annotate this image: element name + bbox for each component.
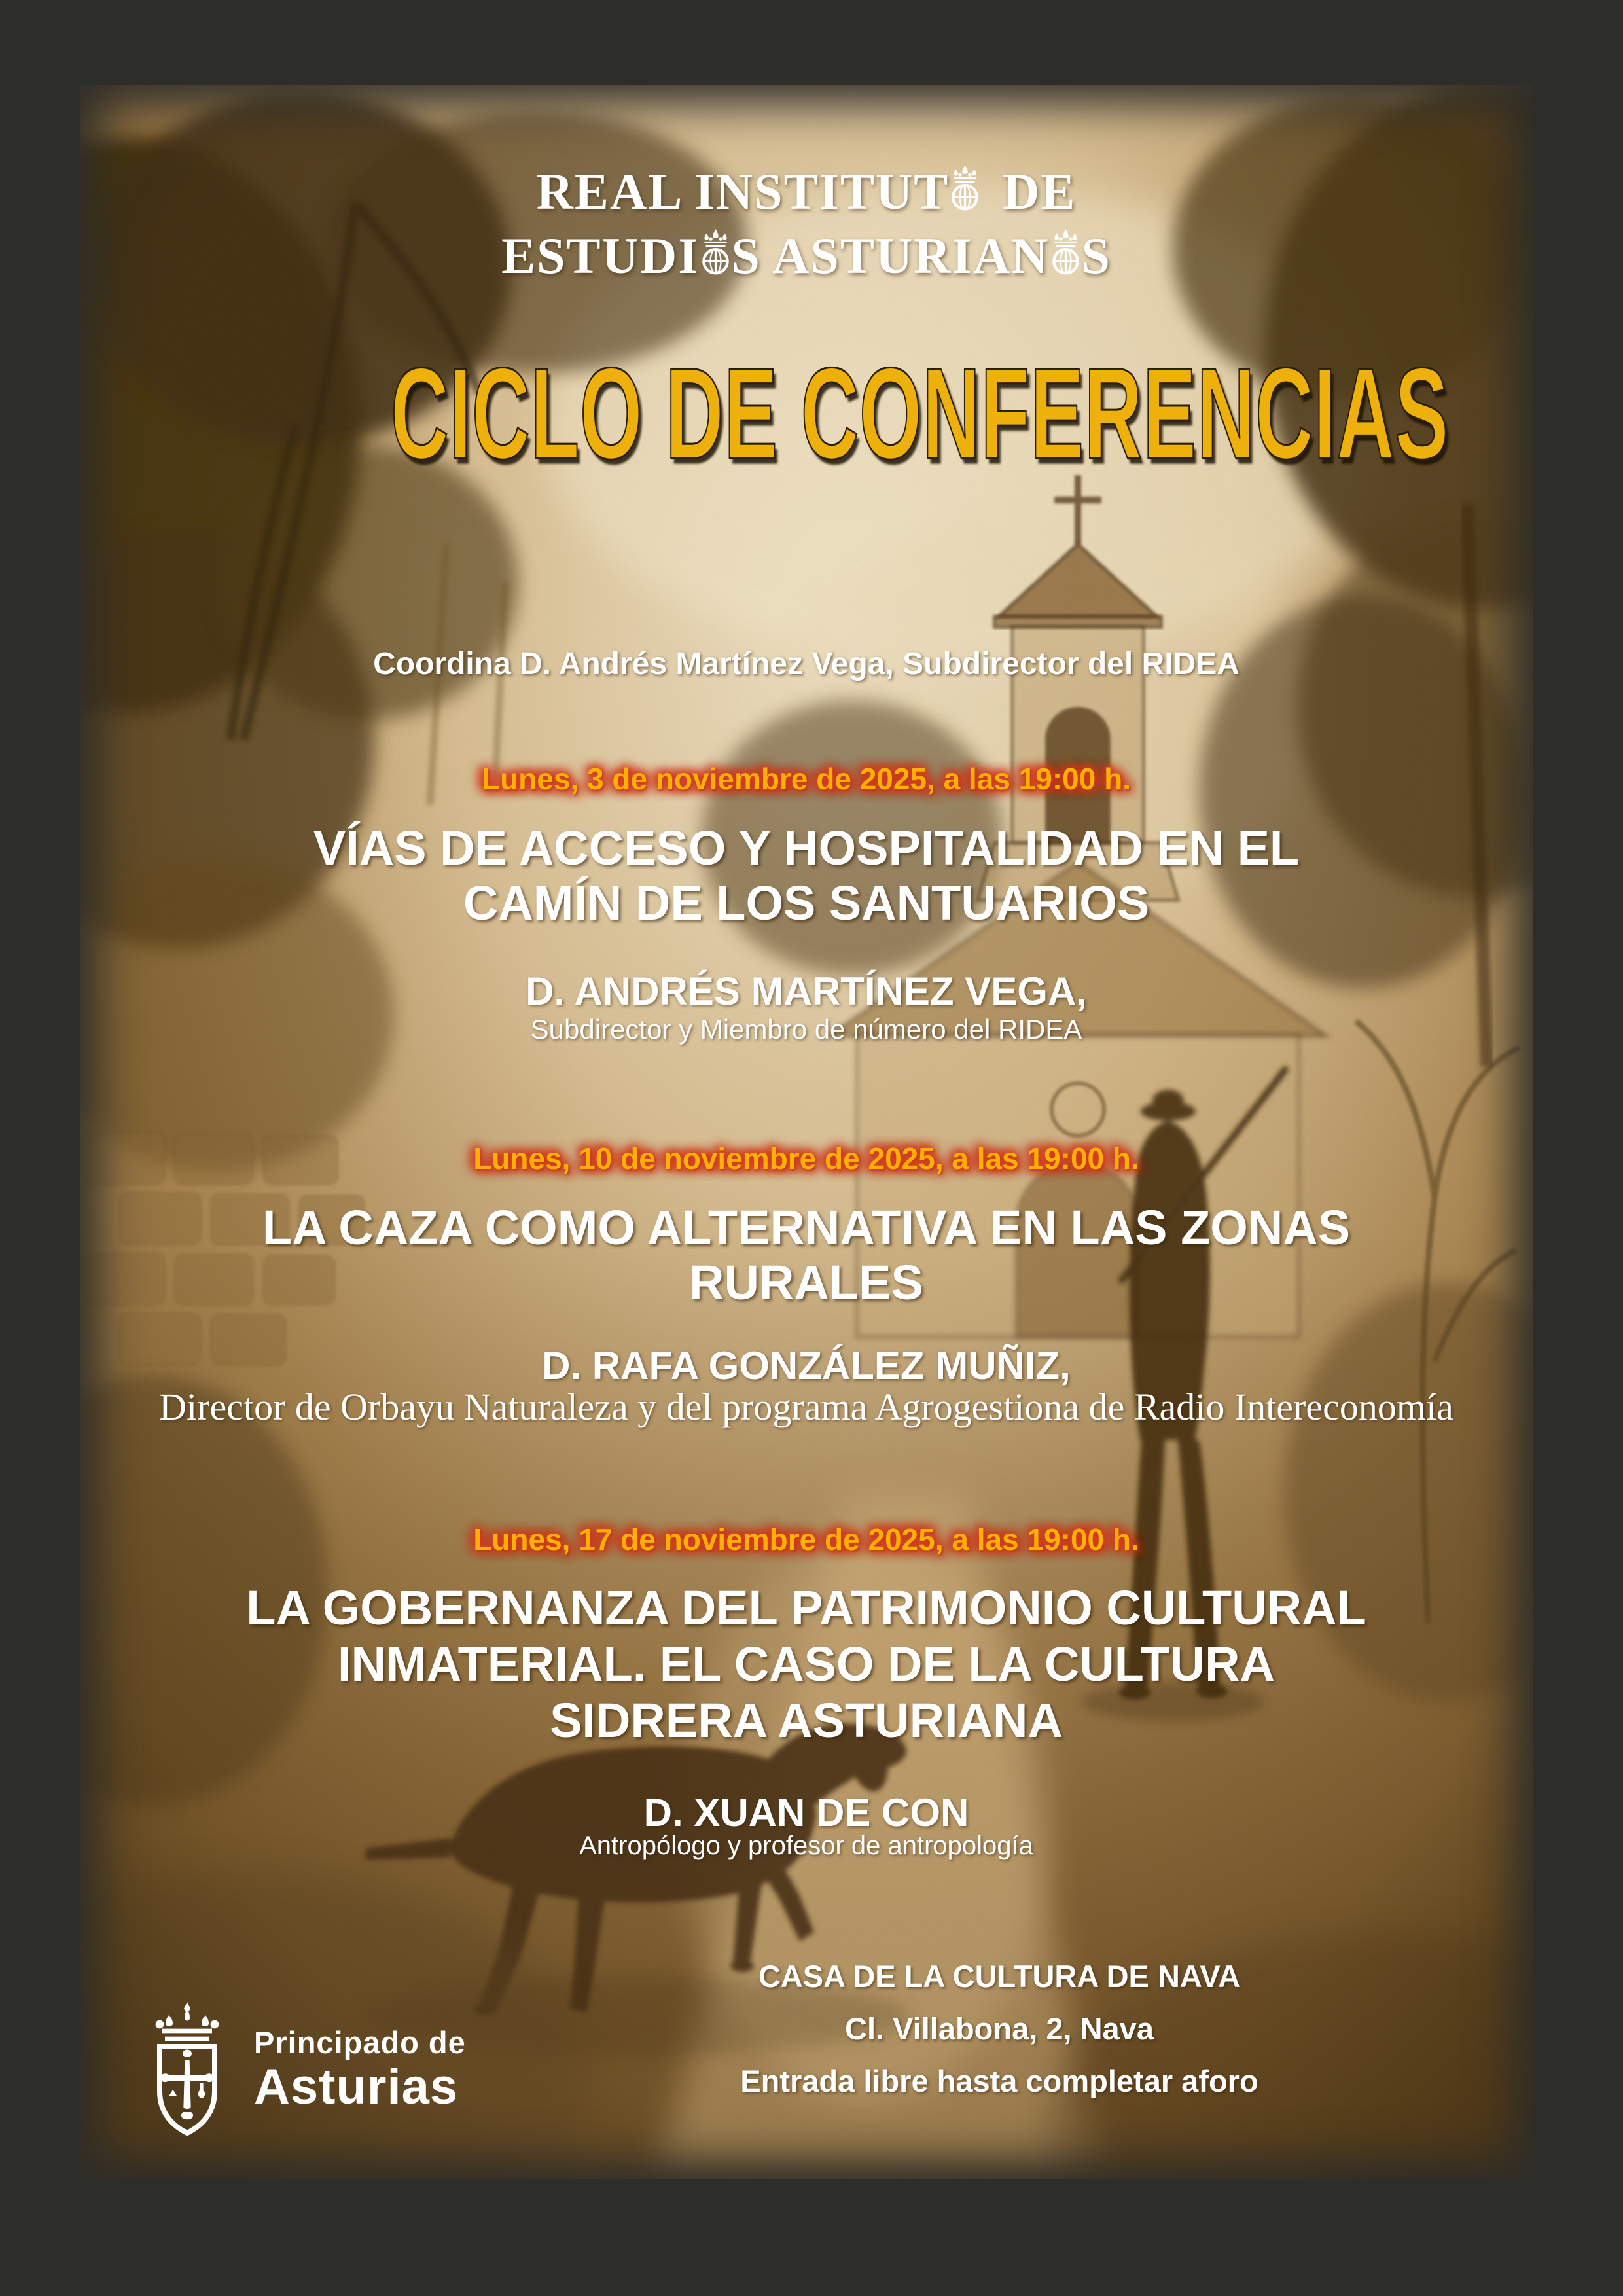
event-1-title (80, 821, 1533, 931)
asturias-coat-of-arms-icon (145, 2000, 229, 2138)
venue-block (455, 1950, 1533, 2108)
series-title-text: CICLO DE CONFERENCIAS (390, 340, 1450, 487)
event-3-date (80, 1520, 1533, 1559)
logo-line-asturias: Asturias (254, 2059, 459, 2115)
logo-line-principado: Principado de (254, 2025, 466, 2060)
poster (80, 85, 1533, 2179)
event-2-speaker-role: Director de Orbayu Naturaleza y del programa Agrogestiona de Radio Intereconomía (159, 1386, 1454, 1428)
organization-title-line2 (80, 224, 1533, 288)
event-3-speaker-role: Antropólogo y profesor de antropología (579, 1831, 1033, 1860)
organization-title (80, 160, 1533, 288)
event-3-title (80, 1580, 1533, 1749)
crowned-o-icon (1050, 228, 1081, 281)
event-3-title-line: SIDRERA ASTURIANA (550, 1693, 1063, 1748)
event-1-title-line: CAMÍN DE LOS SANTUARIOS (463, 876, 1150, 930)
event-1-date (80, 759, 1533, 798)
coordinator-line: Coordina D. Andrés Martínez Vega, Subdirector del RIDEA (373, 647, 1240, 681)
event-1-speaker: D. ANDRÉS MARTÍNEZ VEGA, (526, 969, 1087, 1013)
asturias-logo-text (254, 2024, 466, 2113)
event-2-title (80, 1200, 1533, 1310)
event-2-speaker: D. RAFA GONZÁLEZ MUÑIZ, (542, 1344, 1071, 1388)
org-name-segment: ESTUDI (501, 227, 700, 284)
org-name-segment: REAL INSTITUT (536, 163, 950, 220)
series-title (80, 340, 1533, 487)
org-name-segment: S (1081, 227, 1111, 284)
event-1-speaker-role: Subdirector y Miembro de número del RIDEA (530, 1014, 1082, 1045)
org-name-segment: DE (1003, 163, 1077, 220)
event-2-date (80, 1139, 1533, 1178)
organization-title-line1 (80, 160, 1533, 224)
asturias-government-logo (145, 2000, 466, 2138)
event-1-date-text: Lunes, 3 de noviembre de 2025, a las 19:00 h. (481, 762, 1131, 796)
event-1-title-line: VÍAS DE ACCESO Y HOSPITALIDAD EN EL (313, 821, 1300, 875)
venue-address: Cl. Villabona, 2, Nava (845, 2011, 1154, 2046)
org-name-segment: S ASTURIAN (731, 227, 1050, 284)
crowned-o-icon (700, 228, 731, 281)
venue-name: CASA DE LA CULTURA DE NAVA (758, 1959, 1241, 1994)
event-3-title-line: INMATERIAL. EL CASO DE LA CULTURA (338, 1637, 1275, 1691)
event-2-date-text: Lunes, 10 de noviembre de 2025, a las 19:00 h. (473, 1141, 1139, 1175)
crowned-o-icon (950, 164, 980, 217)
event-2-title-line: LA CAZA COMO ALTERNATIVA EN LAS ZONAS (262, 1200, 1351, 1255)
venue-admission: Entrada libre hasta completar aforo (740, 2064, 1258, 2098)
event-3-title-line: LA GOBERNANZA DEL PATRIMONIO CULTURAL (246, 1581, 1366, 1635)
event-3-date-text: Lunes, 17 de noviembre de 2025, a las 19:00 h. (473, 1522, 1139, 1556)
event-3-speaker: D. XUAN DE CON (643, 1791, 969, 1835)
event-2-title-line: RURALES (689, 1255, 923, 1310)
